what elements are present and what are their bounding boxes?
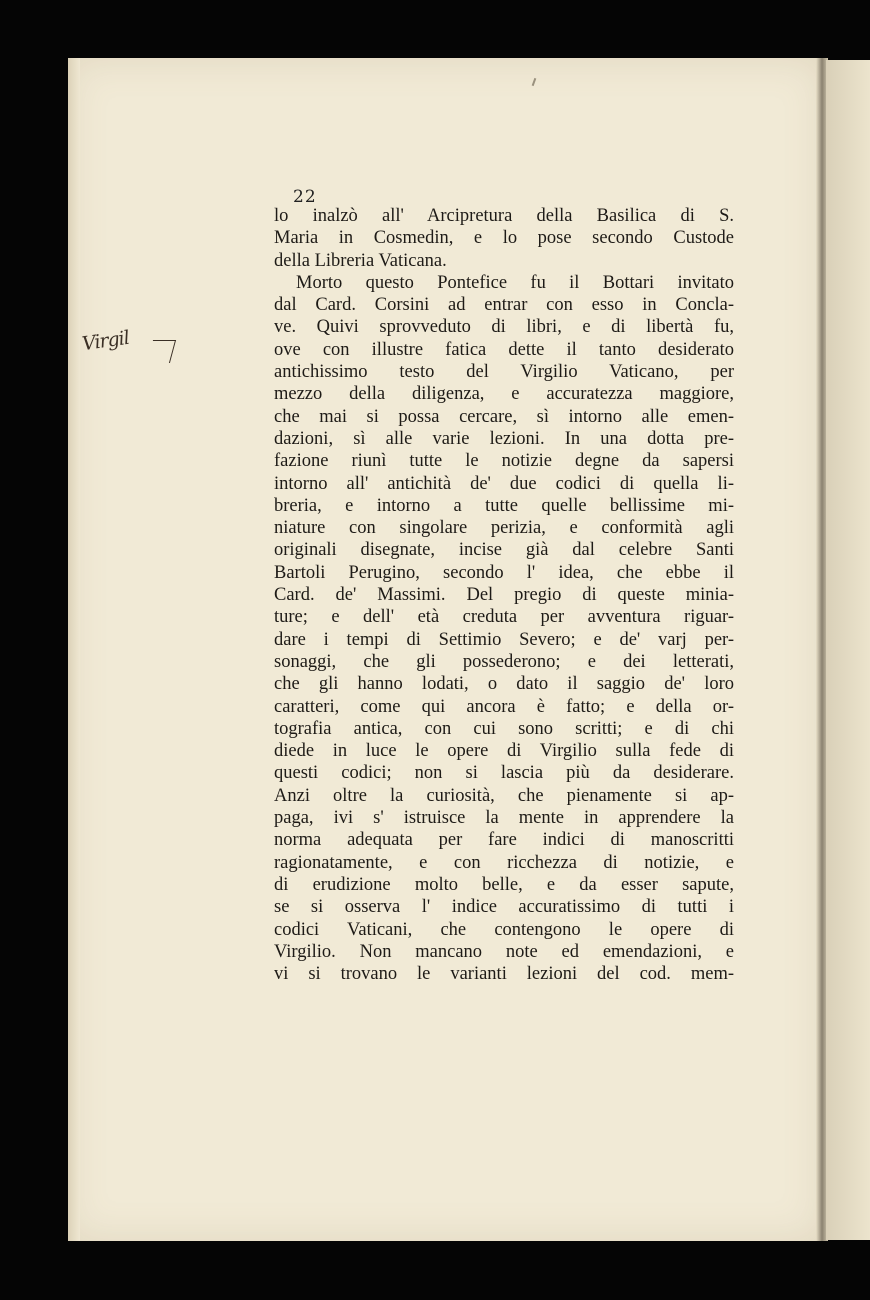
text-line-24: tografia antica, con cui sono scritti; e di chi bbox=[274, 718, 734, 739]
text-line-16: originali disegnate, incise già dal celebre Santi bbox=[274, 540, 734, 561]
text-line-5: dal Card. Corsini ad entrar con esso in Concla- bbox=[274, 295, 734, 316]
text-line-30: ragionatamente, e con ricchezza di notizie, e bbox=[274, 852, 734, 873]
body-text bbox=[274, 205, 734, 985]
text-line-27: Anzi oltre la curiosità, che pienamente si ap- bbox=[274, 785, 734, 806]
text-line-29: norma adequata per fare indici di manoscritti bbox=[274, 830, 734, 851]
text-line-26: questi codici; non si lascia più da desiderare. bbox=[274, 763, 734, 784]
text-line-7: ove con illustre fatica dette il tanto desiderato bbox=[274, 339, 734, 360]
facing-page-edge bbox=[826, 60, 870, 1240]
text-line-14: breria, e intorno a tutte quelle bellissime mi- bbox=[274, 495, 734, 516]
text-line-35: vi si trovano le varianti lezioni del cod. mem- bbox=[274, 964, 734, 985]
text-line-31: di erudizione molto belle, e da esser sapute, bbox=[274, 874, 734, 895]
text-line-32: se si osserva l' indice accuratissimo di tutti i bbox=[274, 897, 734, 918]
text-line-15: niature con singolare perizia, e conformità agli bbox=[274, 518, 734, 539]
text-line-25: diede in luce le opere di Virgilio sulla fede di bbox=[274, 741, 734, 762]
text-line-11: dazioni, sì alle varie lezioni. In una dotta pre- bbox=[274, 428, 734, 449]
text-line-9: mezzo della diligenza, e accuratezza maggiore, bbox=[274, 384, 734, 405]
text-line-8: antichissimo testo del Virgilio Vaticano, per bbox=[274, 362, 734, 383]
handwritten-margin-note: Virgil bbox=[80, 326, 131, 356]
text-line-18: Card. de' Massimi. Del pregio di queste minia- bbox=[274, 585, 734, 606]
text-line-19: ture; e dell' età creduta per avventura riguar- bbox=[274, 607, 734, 628]
text-line-33: codici Vaticani, che contengono le opere di bbox=[274, 919, 734, 940]
text-line-21: sonaggi, che gli possederono; e dei letterati, bbox=[274, 651, 734, 672]
text-line-1: lo inalzò all' Arcipretura della Basilica di S. bbox=[274, 206, 734, 226]
text-line-12: fazione riunì tutte le notizie degne da sapersi bbox=[274, 451, 734, 472]
page-number: 22 bbox=[293, 187, 317, 207]
text-line-20: dare i tempi di Settimio Severo; e de' varj per- bbox=[274, 629, 734, 650]
text-line-13: intorno all' antichità de' due codici di quella li- bbox=[274, 473, 734, 494]
text-line-22: che gli hanno lodati, o dato il saggio de' loro bbox=[274, 674, 734, 695]
text-line-34: Virgilio. Non mancano note ed emendazioni, e bbox=[274, 941, 734, 962]
text-line-6: ve. Quivi sprovveduto di libri, e di libertà fu, bbox=[274, 317, 734, 338]
text-line-4: Morto questo Pontefice fu il Bottari invitato bbox=[296, 272, 734, 293]
text-line-23: caratteri, come qui ancora è fatto; e della or- bbox=[274, 696, 734, 717]
text-line-3: della Libreria Vaticana. bbox=[274, 250, 447, 271]
text-line-17: Bartoli Perugino, secondo l' idea, che ebbe il bbox=[274, 562, 734, 583]
text-line-2: Maria in Cosmedin, e lo pose secondo Custode bbox=[274, 228, 734, 249]
text-line-10: che mai si possa cercare, sì intorno alle emen- bbox=[274, 406, 734, 427]
text-line-28: paga, ivi s' istruisce la mente in apprendere la bbox=[274, 808, 734, 829]
page-edge bbox=[68, 58, 80, 1241]
